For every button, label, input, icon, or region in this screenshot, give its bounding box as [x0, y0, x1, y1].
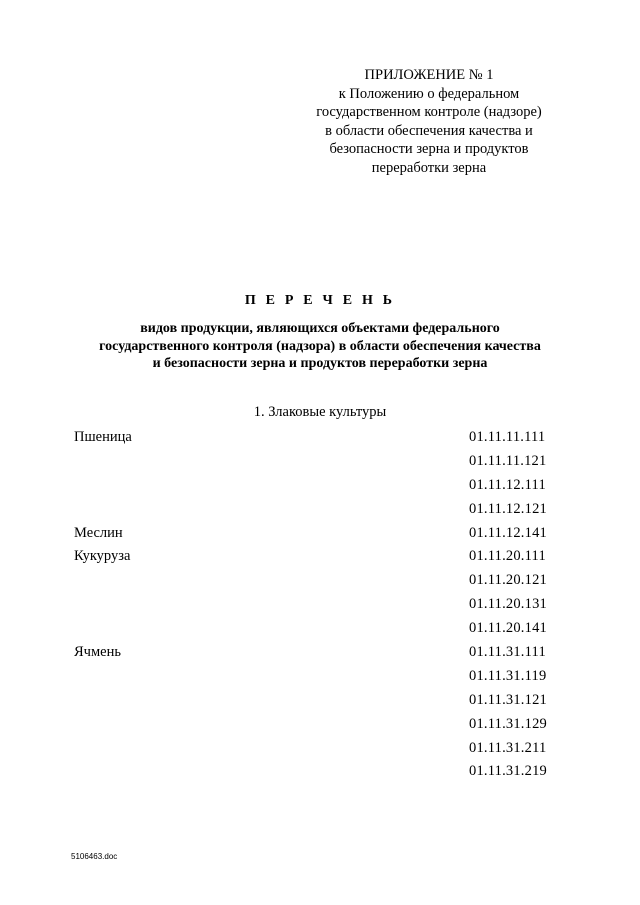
- list-item: [74, 642, 579, 666]
- product-code: 01.11.12.141: [469, 524, 547, 541]
- footer-file-name: 5106463.doc: [71, 852, 118, 861]
- list-item: [74, 523, 579, 547]
- product-code: 01.11.20.141: [469, 620, 547, 637]
- appendix-line: ПРИЛОЖЕНИЕ № 1: [364, 67, 494, 83]
- list-item: [74, 546, 579, 570]
- list-item: [74, 761, 579, 785]
- product-code: 01.11.20.111: [469, 548, 546, 565]
- subtitle-line: и безопасности зерна и продуктов переработки зерна: [152, 356, 488, 371]
- product-code: 01.11.11.121: [469, 452, 547, 469]
- product-name: Ячмень: [74, 644, 121, 661]
- product-code: 01.11.31.129: [469, 715, 547, 732]
- list-item: [74, 690, 579, 714]
- product-code: 01.11.12.111: [469, 476, 546, 493]
- product-name: Кукуруза: [74, 548, 131, 565]
- product-code: 01.11.20.131: [469, 596, 547, 613]
- appendix-line: переработки зерна: [371, 159, 487, 176]
- product-code: 01.11.31.119: [469, 667, 547, 684]
- product-code: 01.11.31.211: [469, 739, 547, 756]
- product-code: 01.11.31.111: [469, 644, 546, 661]
- subtitle-line: видов продукции, являющихся объектами федерального: [140, 321, 500, 336]
- product-code-list: [74, 427, 579, 785]
- subtitle-line: государственного контроля (надзора) в области обеспечения качества: [99, 338, 541, 354]
- list-item: [74, 666, 579, 690]
- list-item: [74, 738, 579, 762]
- list-item: [74, 570, 579, 594]
- list-item: [74, 451, 579, 475]
- product-code: 01.11.20.121: [469, 572, 547, 589]
- product-name: Пшеница: [74, 429, 132, 445]
- list-item: [74, 475, 579, 499]
- document-subtitle: [80, 320, 560, 373]
- product-name: Меслин: [74, 524, 123, 541]
- appendix-line: к Положению о федеральном: [338, 85, 520, 102]
- section-heading: 1. Злаковые культуры: [253, 404, 387, 420]
- product-code: 01.11.11.111: [469, 429, 546, 445]
- appendix-header: [300, 66, 558, 177]
- appendix-line: государственном контроле (надзоре): [316, 104, 542, 120]
- product-code: 01.11.31.219: [469, 763, 547, 780]
- list-item: [74, 594, 579, 618]
- list-item: [74, 618, 579, 642]
- appendix-line: в области обеспечения качества и: [325, 122, 533, 139]
- list-item: [74, 427, 579, 451]
- list-item: [74, 499, 579, 523]
- appendix-line: безопасности зерна и продуктов: [329, 141, 529, 157]
- product-code: 01.11.31.121: [469, 691, 547, 708]
- product-code: 01.11.12.121: [469, 500, 547, 517]
- list-item: [74, 714, 579, 738]
- document-title: П Е Р Е Ч Е Н Ь: [244, 293, 396, 308]
